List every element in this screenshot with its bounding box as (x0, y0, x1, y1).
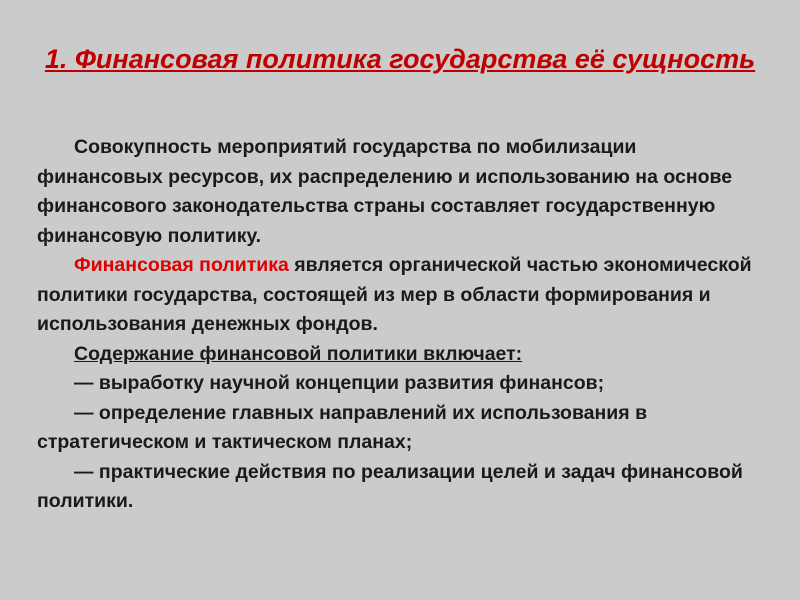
paragraph-financial-policy (37, 251, 767, 340)
highlight-term: Финансовая политика (74, 254, 289, 276)
slide-body (37, 133, 767, 517)
list-item-directions: — определение главных направлений их использования в стратегическом и тактическом планах; (37, 401, 648, 453)
slide-title: 1. Финансовая политика государства её сущность (44, 44, 756, 74)
paragraph-content-heading: Содержание финансовой политики включает: (74, 342, 523, 365)
list-item-actions: — практические действия по реализации целей и задач финансовой политики. (37, 460, 743, 512)
list-item-concept: — выработку научной концепции развития финансов; (74, 372, 605, 394)
paragraph-financial-policy-text: является органической частью экономической политики государства, состоящей из мер в области формирования и использования денежных фондов. (37, 254, 752, 335)
paragraph-definition: Совокупность мероприятий государства по мобилизации финансовых ресурсов, их распределению и использованию на основе финансового законодательства страны составляет государственную финансовую политику. (37, 136, 733, 247)
